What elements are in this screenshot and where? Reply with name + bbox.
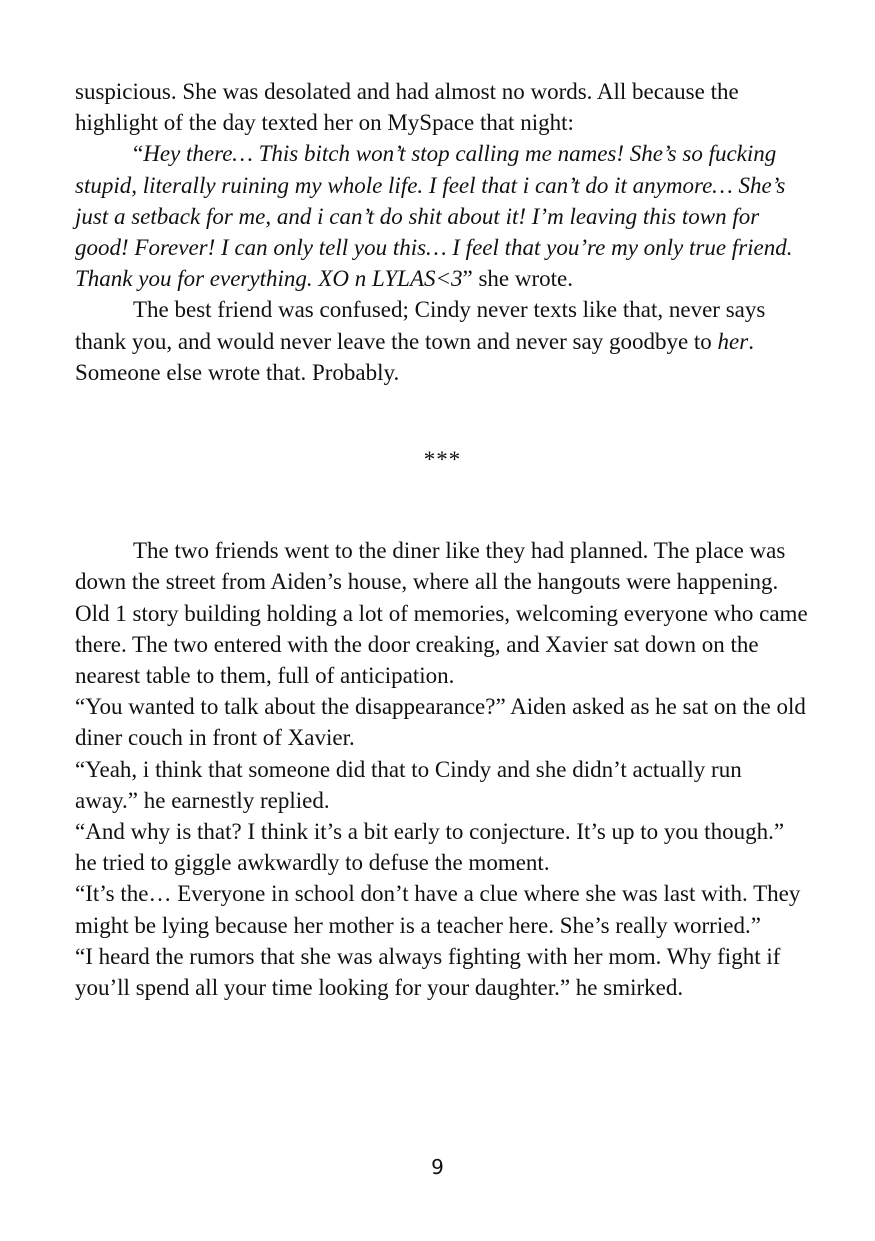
message-attribution: ” she wrote.	[462, 266, 574, 292]
dialogue-line: “It’s the… Everyone in school don’t have a clue where she was last with. They might be lying because her mother is a teacher here. She’s really worried.”	[75, 881, 801, 938]
emphasis-text: her	[717, 328, 749, 354]
dialogue-line: “You wanted to talk about the disappearance?” Aiden asked as he sat on the old diner couch in front of Xavier.	[75, 694, 806, 751]
text-message: Hey there… This bitch won’t stop calling me names! She’s so fucking stupid, literally ruining my whole life. I feel that i can’t do it anymore… She’s just a setback for me, and i can’t do shit about it! I’m leaving this town for good! Forever! I can only tell you this… I feel that you’re my only true friend. Thank you for everything. XO n LYLAS<3	[75, 141, 793, 292]
dialogue-line: “Yeah, i think that someone did that to Cindy and she didn’t actually run away.” he earnestly replied.	[75, 756, 742, 813]
paragraph	[75, 294, 810, 388]
paragraph-text: The best friend was confused; Cindy never texts like that, never says thank you, and would never leave the town and never say goodbye to	[75, 297, 766, 354]
paragraph: The two friends went to the diner like they had planned. The place was down the street from Aiden’s house, where all the hangouts were happening. Old 1 story building holding a lot of memories, welcoming everyone who came there. The two entered with the door creaking, and Xavier sat down on the nearest table to them, full of anticipation.	[75, 538, 808, 689]
paragraph: suspicious. She was desolated and had almost no words. All because the highlight of the day texted her on MySpace that night:	[75, 79, 739, 136]
section-separator: ***	[423, 447, 462, 473]
text-message-paragraph	[75, 138, 810, 294]
paragraph-text: . Someone else wrote that. Probably.	[75, 328, 754, 385]
dialogue-line: “And why is that? I think it’s a bit early to conjecture. It’s up to you though.” he tried to giggle awkwardly to defuse the moment.	[75, 819, 785, 876]
message-open-quote: “	[133, 141, 144, 167]
page-number: 9	[431, 1155, 444, 1179]
dialogue-line: “I heard the rumors that she was always fighting with her mom. Why fight if you’ll spend all your time looking for your daughter.” he smirked.	[75, 943, 781, 1001]
page-body	[75, 76, 810, 1003]
